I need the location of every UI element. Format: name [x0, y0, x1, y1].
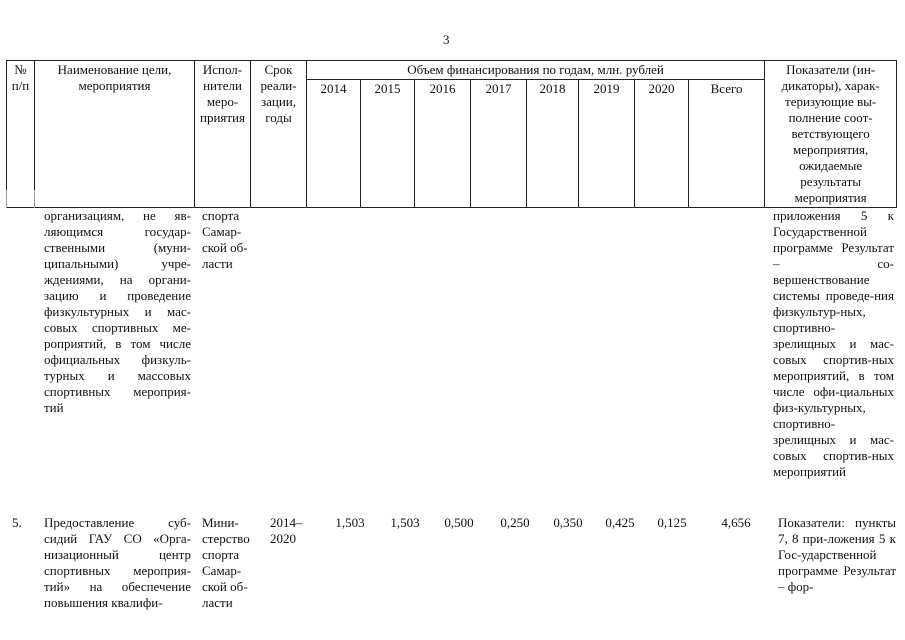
- cont-executor-cell: спорта Самар-ской об-ласти: [202, 208, 248, 271]
- cont-name-cell: организациям, не яв-ляющимся государ-ственными (муни-ципальными) учре-ждениями, на органи-зацию и проведение физкультурных и мас-совых спортивных ме-роприятий, в том числе официальных физкуль-турных и массовых спортивных мероприя-тий: [44, 208, 191, 415]
- header-year-2015: 2015: [361, 80, 415, 208]
- header-year-2017: 2017: [471, 80, 527, 208]
- header-year-2019: 2019: [579, 80, 635, 208]
- header-executors: Испол-нители меро-приятия: [195, 61, 251, 208]
- header-no: № п/п: [7, 61, 35, 208]
- header-name: Наименование цели, мероприятия: [35, 61, 195, 208]
- cont-indicators-cell: приложения 5 к Государственной программе Результат – со-вершенствование системы проведе-ния физкультур-ных, спортивно-зрелищных и мас-совых спортив-ных мероприятий, в том числе офи-циальных физ-культурных, спортивно-зрелищных и мас-совых спортив-ных мероприятий: [773, 208, 894, 479]
- header-total: Всего: [689, 80, 765, 208]
- row5-term-cell: 2014–2020: [270, 515, 303, 546]
- header-indicators: Показатели (ин-дикаторы), харак-теризующие вы-полнение соот-ветствующего мероприятия, ожидаемые результаты мероприятия: [765, 61, 897, 208]
- row5-name-cell: Предоставление суб-сидий ГАУ СО «Орга-низационный центр спортивных мероприя-тий» на обеспечение повышения квалифи-: [44, 515, 191, 610]
- header-year-2014: 2014: [307, 80, 361, 208]
- header-year-2016: 2016: [415, 80, 471, 208]
- row5-executor-cell: Мини-стерство спорта Самар-ской об-ласти: [202, 515, 250, 610]
- row5-number: 5.: [12, 515, 22, 530]
- row5-indicators-cell: Показатели: пункты 7, 8 при-ложения 5 к Гос-ударственной программе Результат – фор-: [778, 515, 896, 594]
- row5-value-2020: 0,125: [657, 515, 687, 530]
- header-term: Срок реали-зации, годы: [251, 61, 307, 208]
- header-year-2018: 2018: [527, 80, 579, 208]
- row5-value-2019: 0,425: [605, 515, 635, 530]
- table-header: [6, 60, 897, 208]
- row5-value-total: 4,656: [721, 515, 751, 530]
- row5-value-2017: 0,250: [500, 515, 530, 530]
- header-year-2020: 2020: [635, 80, 689, 208]
- row5-value-2018: 0,350: [553, 515, 583, 530]
- row5-value-2015: 1,503: [390, 515, 420, 530]
- row5-value-2016: 0,500: [444, 515, 474, 530]
- row5-value-2014: 1,503: [335, 515, 365, 530]
- page-number: 3: [443, 32, 450, 47]
- header-financing: Объем финансирования по годам, млн. рублей: [307, 61, 765, 80]
